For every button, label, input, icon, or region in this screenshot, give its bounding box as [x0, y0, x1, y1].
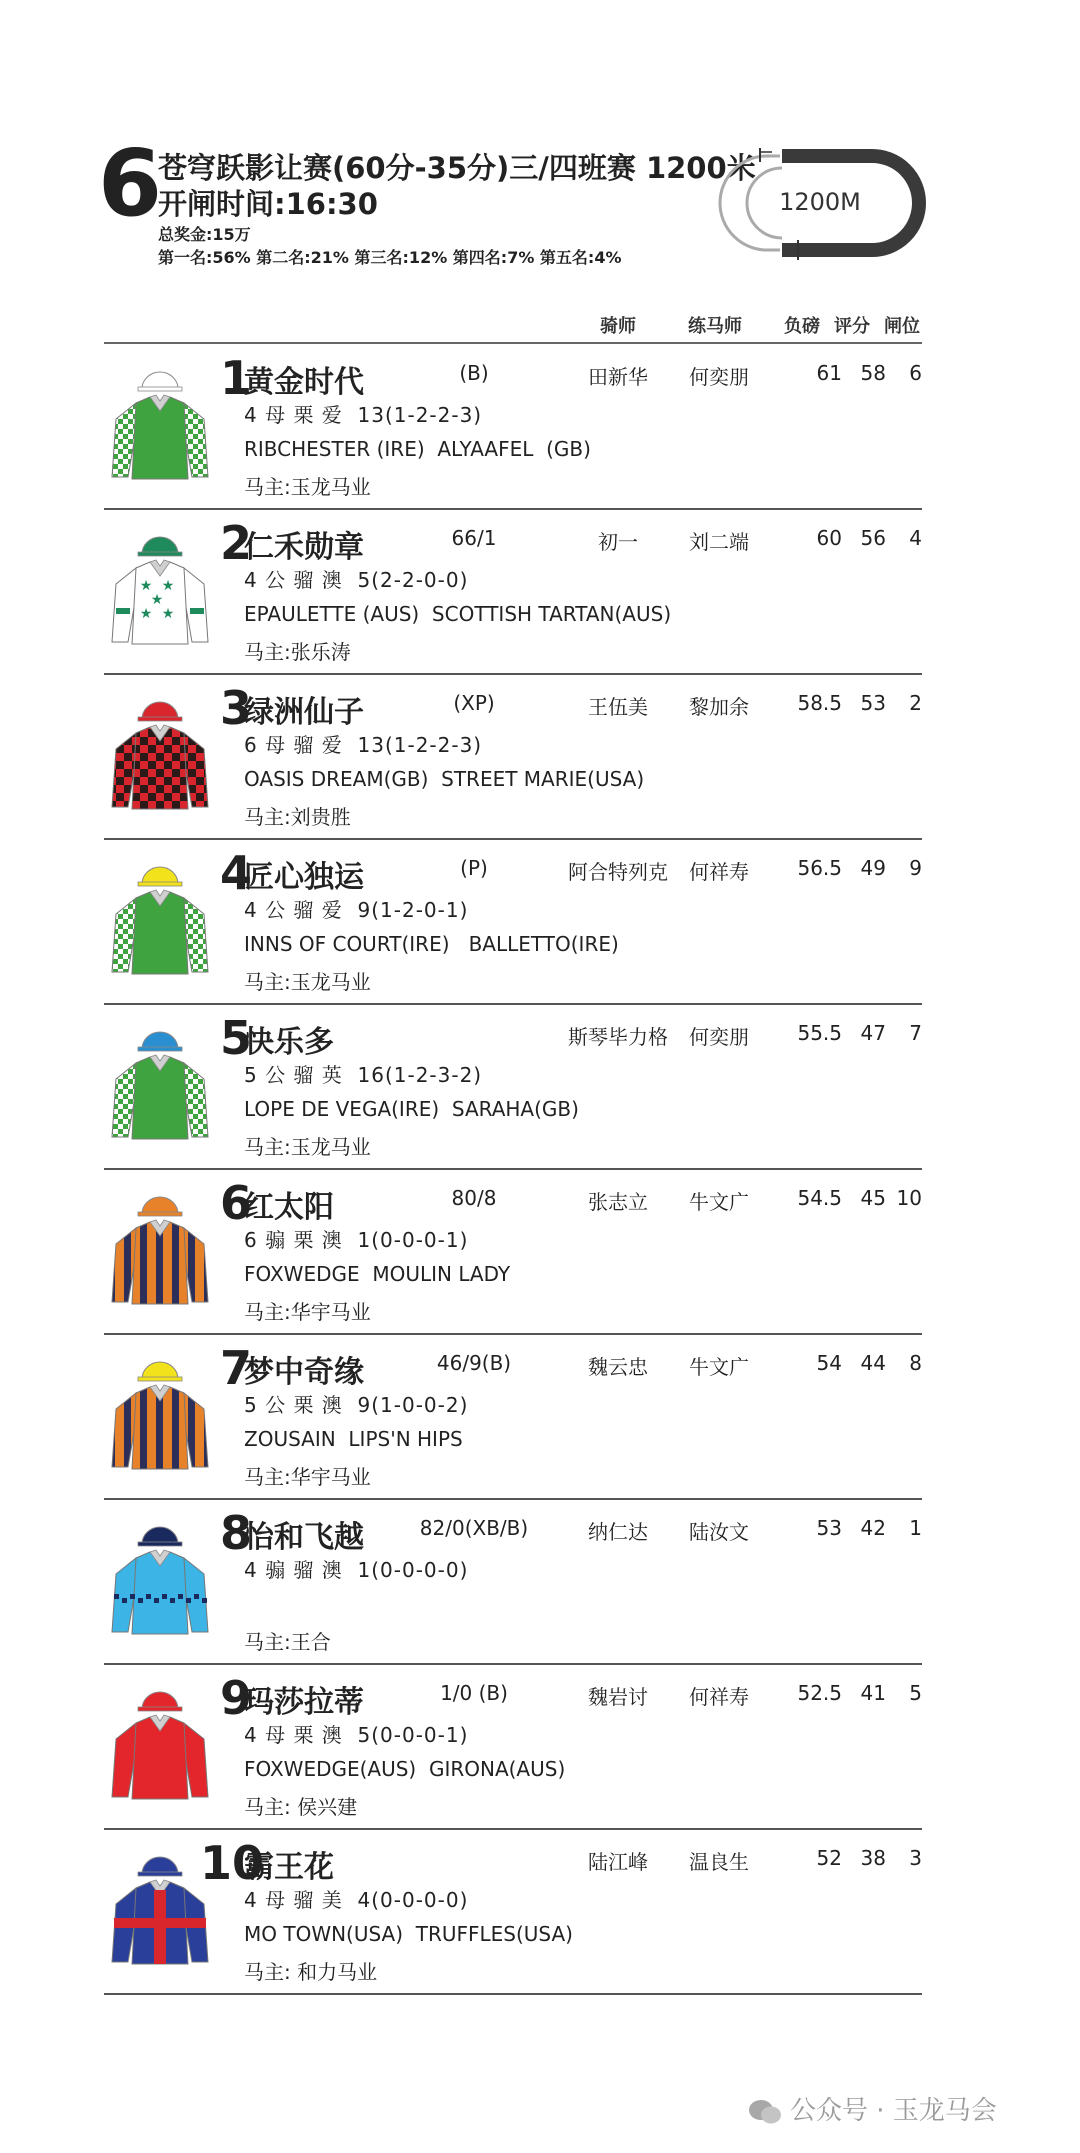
horse-odds: (B): [459, 361, 489, 385]
horse-rating: 58: [860, 361, 886, 385]
prize-split: 第一名:56% 第二名:21% 第三名:12% 第四名:7% 第五名:4%: [158, 248, 622, 267]
runner-row: [104, 1830, 922, 1995]
jockey-silk-icon: [108, 1514, 212, 1636]
horse-owner: 马主:刘贵胜: [244, 805, 351, 829]
horse-rating: 44: [860, 1351, 886, 1375]
horse-rating: 42: [860, 1516, 886, 1540]
horse-name: 怡和飞越: [244, 1520, 364, 1555]
runner-number: 5: [219, 1011, 252, 1065]
barrier-draw: 1: [909, 1516, 922, 1540]
carried-weight: 52: [816, 1846, 842, 1870]
jockey-name: 张志立: [588, 1190, 648, 1214]
carried-weight: 55.5: [797, 1021, 842, 1045]
runner-row: [104, 1005, 922, 1170]
barrier-draw: 5: [909, 1681, 922, 1705]
carried-weight: 53: [816, 1516, 842, 1540]
svg-text:★: ★: [139, 578, 153, 594]
horse-owner: 马主:华宇马业: [244, 1465, 371, 1489]
horse-pedigree: EPAULETTE (AUS) SCOTTISH TARTAN(AUS): [244, 602, 672, 626]
horse-pedigree: LOPE DE VEGA(IRE) SARAHA(GB): [244, 1097, 579, 1121]
horse-owner: 马主: 侯兴建: [244, 1795, 358, 1819]
carried-weight: 61: [816, 361, 842, 385]
jockey-name: 阿合特列克: [568, 860, 668, 884]
jockey-silk-icon: [108, 1844, 212, 1966]
runner-row: [104, 1170, 922, 1335]
barrier-draw: 7: [909, 1021, 922, 1045]
jockey-silk-icon: [108, 1184, 212, 1306]
trainer-name: 牛文广: [689, 1190, 749, 1214]
barrier-draw: 6: [909, 361, 922, 385]
runner-row: [104, 1665, 922, 1830]
horse-info: 4 骟 骝 澳 1(0-0-0-0): [244, 1558, 469, 1582]
horse-owner: 马主:张乐涛: [244, 640, 351, 664]
runner-number: 8: [219, 1506, 252, 1560]
horse-rating: 56: [860, 526, 886, 550]
barrier-draw: 10: [896, 1186, 922, 1210]
horse-pedigree: RIBCHESTER (IRE) ALYAAFEL (GB): [244, 437, 591, 461]
barrier-draw: 8: [909, 1351, 922, 1375]
race-start-time: 开闸时间:16:30: [158, 187, 378, 221]
trainer-name: 牛文广: [689, 1355, 749, 1379]
horse-owner: 马主:玉龙马业: [244, 970, 371, 994]
horse-info: 4 母 栗 爱 13(1-2-2-3): [244, 403, 483, 427]
horse-owner: 马主:玉龙马业: [244, 475, 371, 499]
jockey-name: 魏岩讨: [588, 1685, 648, 1709]
horse-info: 4 母 栗 澳 5(0-0-0-1): [244, 1723, 469, 1747]
horse-owner: 马主:王合: [244, 1630, 331, 1654]
horse-rating: 47: [860, 1021, 886, 1045]
horse-info: 5 公 栗 澳 9(1-0-0-2): [244, 1393, 469, 1417]
horse-info: 4 公 骝 爱 9(1-2-0-1): [244, 898, 469, 922]
trainer-name: 温良生: [689, 1850, 749, 1874]
horse-rating: 38: [860, 1846, 886, 1870]
horse-rating: 45: [860, 1186, 886, 1210]
horse-odds: (XP): [453, 691, 495, 715]
jockey-silk-icon: [108, 524, 212, 646]
svg-text:★: ★: [161, 606, 175, 622]
trainer-name: 何祥寿: [689, 1685, 749, 1709]
jockey-silk-icon: [108, 689, 212, 811]
runner-number: 2: [219, 516, 252, 570]
runner-number: 4: [219, 846, 252, 900]
svg-text:★: ★: [161, 578, 175, 594]
horse-odds: 1/0 (B): [440, 1681, 508, 1705]
horse-odds: 82/0(XB/B): [419, 1516, 529, 1540]
horse-odds: 66/1: [451, 526, 497, 550]
horse-name: 梦中奇缘: [244, 1355, 364, 1390]
barrier-draw: 4: [909, 526, 922, 550]
runner-row: [104, 510, 922, 675]
horse-odds: 46/9(B): [436, 1351, 512, 1375]
runner-number: 6: [219, 1176, 252, 1230]
carried-weight: 60: [816, 526, 842, 550]
horse-name: 红太阳: [244, 1190, 334, 1225]
carried-weight: 56.5: [797, 856, 842, 880]
horse-odds: (P): [460, 856, 488, 880]
horse-name: 仁禾勋章: [244, 530, 364, 565]
wechat-icon: [748, 2099, 782, 2125]
barrier-draw: 9: [909, 856, 922, 880]
header-draw: 闸位: [884, 316, 920, 337]
barrier-draw: 3: [909, 1846, 922, 1870]
horse-name: 绿洲仙子: [244, 695, 364, 730]
jockey-silk-icon: [108, 359, 212, 481]
runner-number: 3: [219, 681, 252, 735]
jockey-name: 陆江峰: [588, 1850, 648, 1874]
runner-number: 1: [219, 351, 252, 405]
runner-row: [104, 345, 922, 510]
horse-rating: 49: [860, 856, 886, 880]
carried-weight: 54: [816, 1351, 842, 1375]
jockey-name: 初一: [598, 530, 638, 554]
header-divider: [104, 342, 922, 344]
horse-info: 4 母 骝 美 4(0-0-0-0): [244, 1888, 469, 1912]
horse-info: 6 骟 栗 澳 1(0-0-0-1): [244, 1228, 469, 1252]
race-prize: 总奖金:15万: [158, 225, 251, 244]
race-number: 6: [98, 130, 163, 237]
jockey-name: 魏云忠: [588, 1355, 648, 1379]
horse-pedigree: MO TOWN(USA) TRUFFLES(USA): [244, 1922, 573, 1946]
race-title: 苍穹跃影让赛(60分-35分)三/四班赛 1200米: [158, 151, 756, 185]
watermark: 公众号 · 玉龙马会: [748, 2090, 997, 2127]
horse-name: 快乐多: [244, 1025, 334, 1060]
jockey-name: 王伍美: [588, 695, 648, 719]
horse-name: 黄金时代: [244, 365, 364, 400]
horse-pedigree: FOXWEDGE MOULIN LADY: [244, 1262, 511, 1286]
jockey-name: 纳仁达: [588, 1520, 648, 1544]
barrier-draw: 2: [909, 691, 922, 715]
jockey-name: 田新华: [588, 365, 648, 389]
carried-weight: 54.5: [797, 1186, 842, 1210]
jockey-silk-icon: [108, 854, 212, 976]
header-jockey: 骑师: [600, 316, 636, 337]
header-weight: 负磅: [784, 316, 820, 337]
track-label: 1200M: [779, 188, 861, 216]
trainer-name: 陆汝文: [689, 1520, 749, 1544]
header-rating: 评分: [834, 316, 870, 337]
runner-number: 9: [219, 1671, 252, 1725]
jockey-name: 斯琴毕力格: [568, 1025, 668, 1049]
runner-number: 10: [200, 1836, 265, 1890]
jockey-silk-icon: [108, 1349, 212, 1471]
horse-owner: 马主:华宇马业: [244, 1300, 371, 1324]
carried-weight: 58.5: [797, 691, 842, 715]
horse-rating: 53: [860, 691, 886, 715]
horse-pedigree: OASIS DREAM(GB) STREET MARIE(USA): [244, 767, 645, 791]
runner-number: 7: [219, 1341, 252, 1395]
runner-row: [104, 675, 922, 840]
runner-row: [104, 840, 922, 1005]
header-trainer: 练马师: [688, 316, 742, 337]
trainer-name: 黎加余: [689, 695, 749, 719]
svg-text:★: ★: [150, 592, 164, 608]
track-diagram: [712, 146, 926, 260]
trainer-name: 何祥寿: [689, 860, 749, 884]
trainer-name: 何奕朋: [689, 1025, 749, 1049]
horse-name: 匠心独运: [244, 860, 364, 895]
trainer-name: 何奕朋: [689, 365, 749, 389]
carried-weight: 52.5: [797, 1681, 842, 1705]
jockey-silk-icon: [108, 1679, 212, 1801]
horse-name: 霸王花: [244, 1850, 334, 1885]
horse-info: 6 母 骝 爱 13(1-2-2-3): [244, 733, 483, 757]
svg-text:★: ★: [139, 606, 153, 622]
horse-info: 5 公 骝 英 16(1-2-3-2): [244, 1063, 483, 1087]
horse-pedigree: ZOUSAIN LIPS'N HIPS: [244, 1427, 463, 1451]
runner-row: [104, 1500, 922, 1665]
horse-pedigree: FOXWEDGE(AUS) GIRONA(AUS): [244, 1757, 566, 1781]
horse-rating: 41: [860, 1681, 886, 1705]
trainer-name: 刘二端: [689, 530, 749, 554]
horse-odds: 80/8: [451, 1186, 497, 1210]
jockey-silk-icon: [108, 1019, 212, 1141]
horse-name: 玛莎拉蒂: [244, 1685, 364, 1720]
horse-owner: 马主:玉龙马业: [244, 1135, 371, 1159]
runner-row: [104, 1335, 922, 1500]
horse-pedigree: INNS OF COURT(IRE) BALLETTO(IRE): [244, 932, 619, 956]
horse-info: 4 公 骝 澳 5(2-2-0-0): [244, 568, 469, 592]
horse-owner: 马主: 和力马业: [244, 1960, 378, 1984]
